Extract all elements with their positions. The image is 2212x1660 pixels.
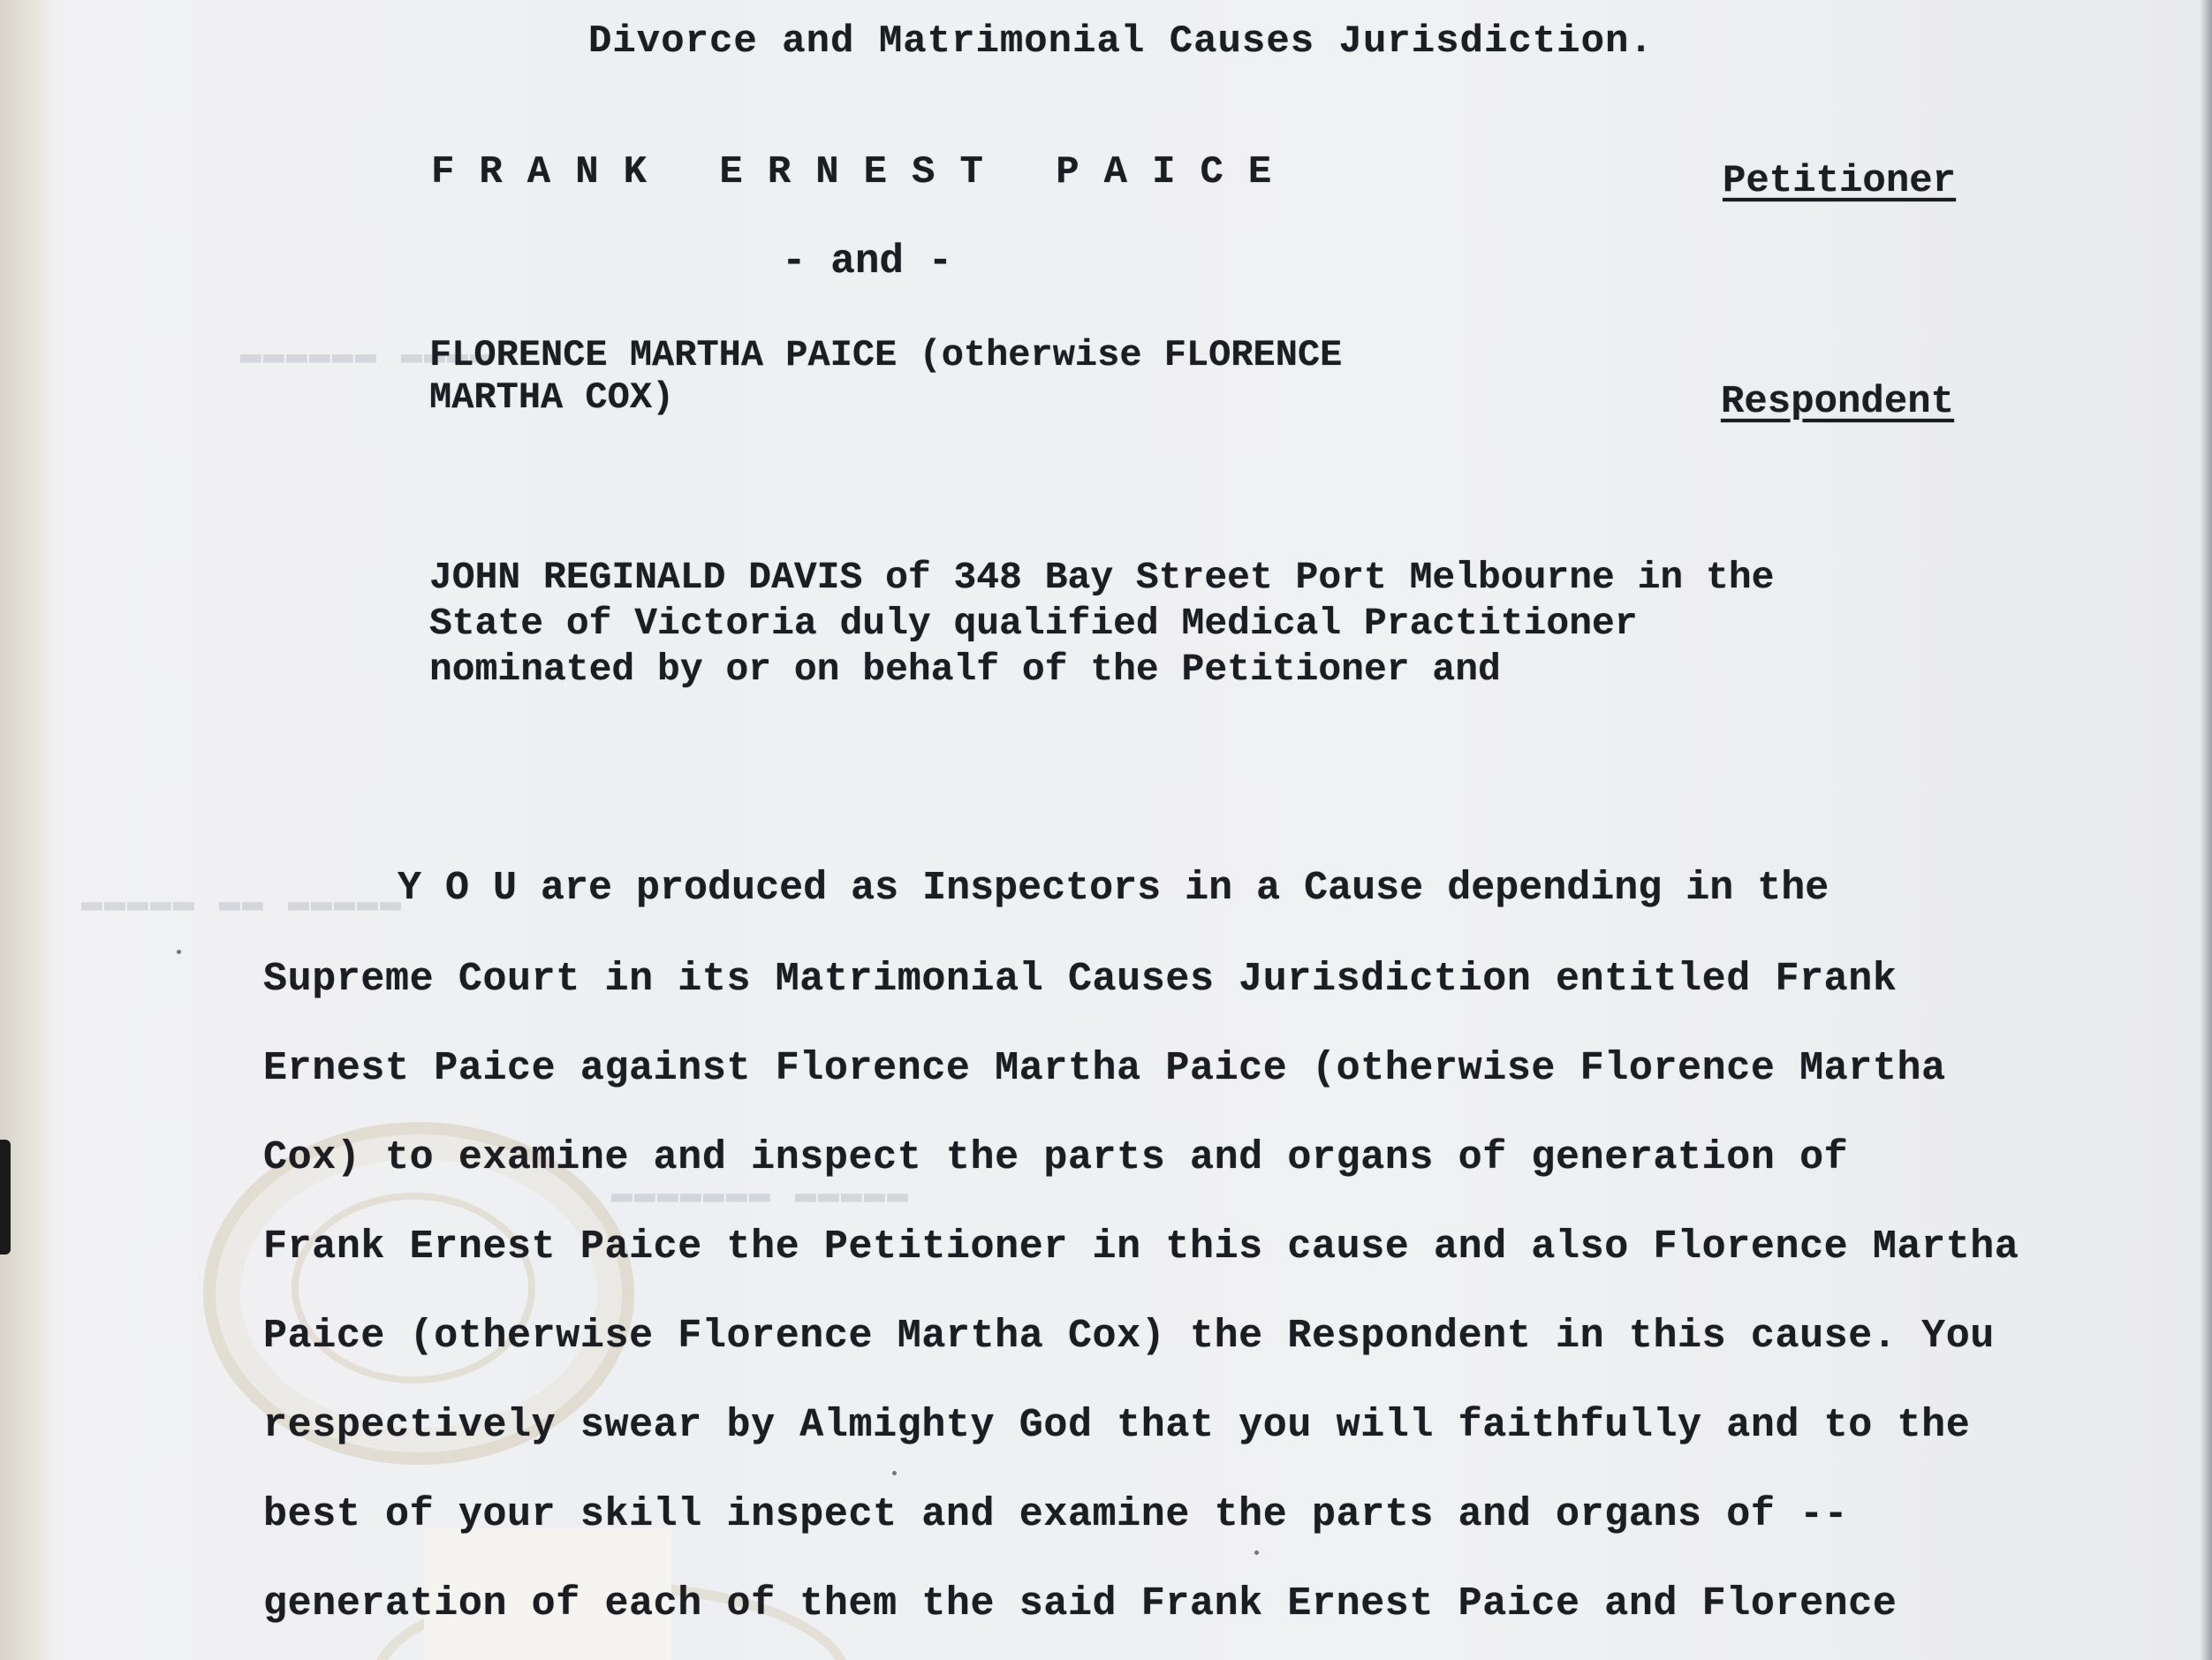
show-through-text: ⁠▬▬▬▬ ▬▬▬▬▬▬ bbox=[239, 336, 492, 375]
oath-line: Ernest Paice against Florence Martha Paice (otherwise Florence Martha bbox=[263, 1046, 1946, 1091]
petitioner-name: FRANK ERNEST PAICE bbox=[431, 150, 1297, 194]
petitioner-label: Petitioner bbox=[1723, 159, 1957, 203]
oath-line: Supreme Court in its Matrimonial Causes Jurisdiction entitled Frank bbox=[263, 957, 1898, 1002]
paper-speck bbox=[177, 950, 181, 954]
oath-first-line: Y O U are produced as Inspectors in a Cause depending in the bbox=[398, 866, 1829, 911]
inspector-paragraph: JOHN REGINALD DAVIS of 348 Bay Street Port Melbourne in the State of Victoria duly qualified Medical Practitioner nominated by or on behalf of the Petitioner and bbox=[429, 556, 1775, 691]
respondent-label: Respondent bbox=[1721, 380, 1955, 424]
document-heading: Divorce and Matrimonial Causes Jurisdiction. bbox=[588, 19, 1654, 64]
oath-line: Paice (otherwise Florence Martha Cox) the Respondent in this cause. You bbox=[263, 1314, 1995, 1359]
right-edge-shadow bbox=[2200, 0, 2212, 1660]
oath-line: generation of each of them the said Frank Ernest Paice and Florence bbox=[263, 1581, 1898, 1626]
oath-line: respectively swear by Almighty God that you will faithfully and to the bbox=[263, 1403, 1971, 1448]
show-through-text: ▬▬▬▬▬ ▬▬ ▬▬▬▬▬ bbox=[80, 883, 402, 923]
oath-line: Frank Ernest Paice the Petitioner in this cause and also Florence Martha bbox=[263, 1224, 2019, 1270]
paper-speck bbox=[892, 1471, 897, 1475]
binding-edge-mark bbox=[0, 1140, 11, 1254]
paper-edge-shading bbox=[0, 0, 53, 1660]
oath-line: Cox) to examine and inspect the parts and organs of generation of bbox=[263, 1135, 1849, 1180]
show-through-text: ▬▬▬▬▬ ▬▬▬▬▬▬▬ bbox=[610, 1175, 909, 1215]
oath-line: best of your skill inspect and examine the parts and organs of -- bbox=[263, 1492, 1849, 1537]
and-separator: - and - bbox=[782, 239, 953, 284]
paper-speck bbox=[1254, 1550, 1259, 1555]
respondent-name: FLORENCE MARTHA PAICE (otherwise FLORENCE MARTHA COX) bbox=[429, 334, 1343, 419]
